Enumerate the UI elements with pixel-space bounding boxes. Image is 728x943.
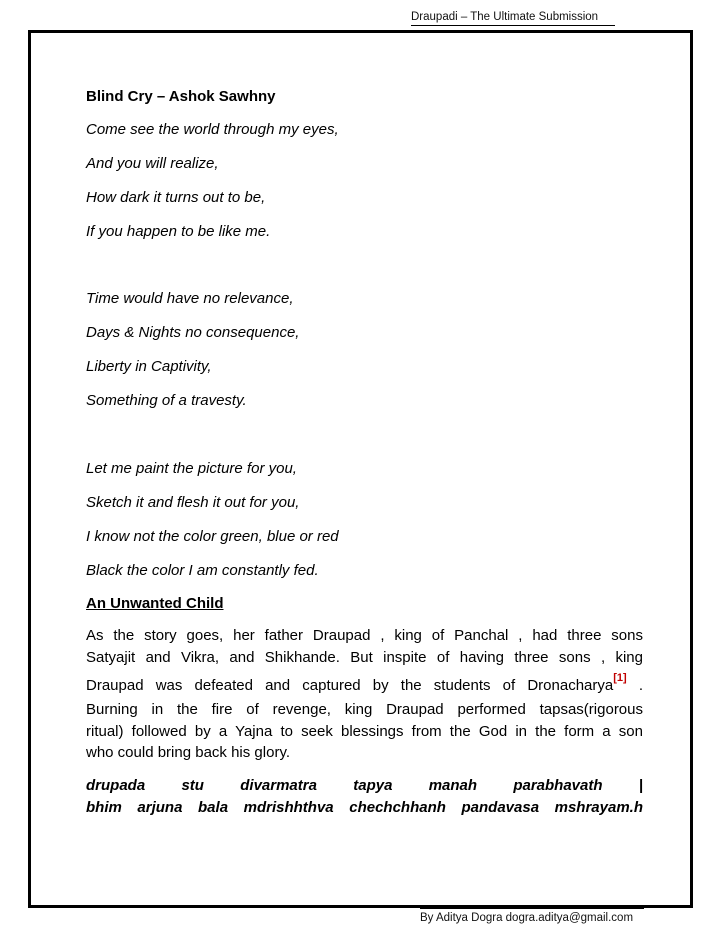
poem-line: I know not the color green, blue or red <box>86 528 339 545</box>
poem-line: And you will realize, <box>86 155 219 172</box>
body-paragraph <box>86 625 643 764</box>
section-heading: An Unwanted Child <box>86 595 224 612</box>
header-rule <box>411 25 615 26</box>
poem-line: Black the color I am constantly fed. <box>86 562 319 579</box>
citation-link[interactable]: [1] <box>613 672 627 684</box>
poem-line: Sketch it and flesh it out for you, <box>86 494 300 511</box>
poem-line: Liberty in Captivity, <box>86 358 212 375</box>
verse-line: bhim arjuna bala mdrishhthva chechchhanh pandavasa mshrayam.h <box>86 799 643 816</box>
paragraph-line-with-citation <box>86 668 643 699</box>
poem-line: Time would have no relevance, <box>86 290 294 307</box>
running-header: Draupadi – The Ultimate Submission <box>411 11 599 23</box>
footer-rule <box>420 908 644 909</box>
paragraph-line: As the story goes, her father Draupad , king of Panchal , had three sons <box>86 627 643 644</box>
paragraph-text: . <box>626 677 643 694</box>
sanskrit-verse <box>86 775 643 819</box>
paragraph-line: Satyajit and Vikra, and Shikhande. But inspite of having three sons , king <box>86 648 643 666</box>
poem-line: Come see the world through my eyes, <box>86 121 339 138</box>
poem-line: How dark it turns out to be, <box>86 189 266 206</box>
paragraph-line: who could bring back his glory. <box>86 744 290 761</box>
poem-title: Blind Cry – Ashok Sawhny <box>86 88 276 105</box>
poem-line: Something of a travesty. <box>86 392 247 409</box>
paragraph-line: ritual) followed by a Yajna to seek blessings from the God in the form a son <box>86 722 643 740</box>
poem-line: Days & Nights no consequence, <box>86 324 300 341</box>
poem-line: Let me paint the picture for you, <box>86 460 297 477</box>
poem-line: If you happen to be like me. <box>86 223 271 240</box>
paragraph-line: Burning in the fire of revenge, king Draupad performed tapsas(rigorous <box>86 701 643 718</box>
paragraph-text: Draupad was defeated and captured by the students of Dronacharya <box>86 677 614 694</box>
verse-line: drupada stu divarmatra tapya manah parabhavath | <box>86 777 643 794</box>
running-footer: By Aditya Dogra dogra.aditya@gmail.com <box>420 912 634 924</box>
